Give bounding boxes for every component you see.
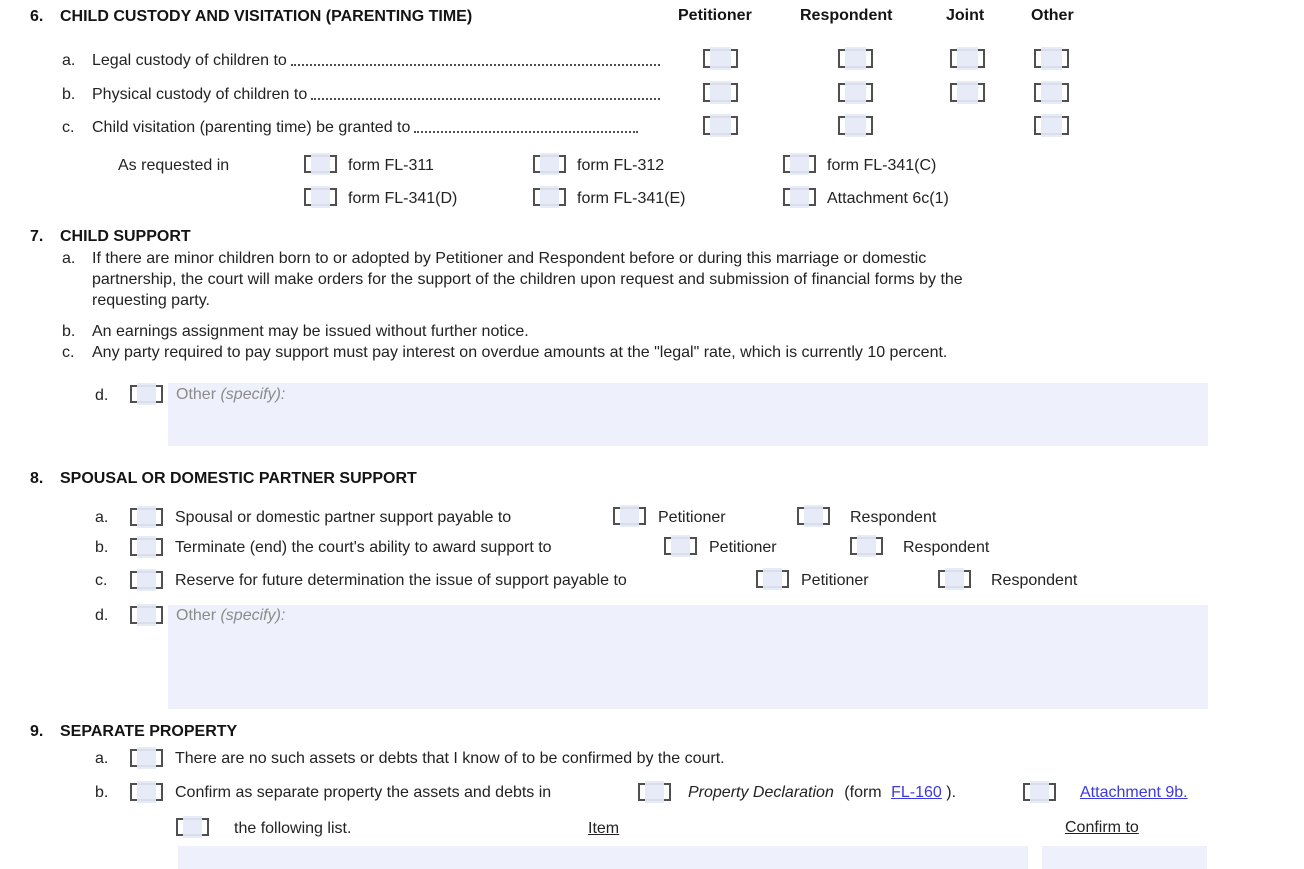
- legal-custody-petitioner-checkbox[interactable]: [703, 49, 738, 68]
- visitation-petitioner-checkbox[interactable]: [703, 116, 738, 135]
- confirm-to-column-header: Confirm to: [1065, 819, 1139, 836]
- other-label: Other: [176, 386, 221, 403]
- item-8c-respondent-label: Respondent: [991, 572, 1078, 589]
- item-8c-text: Reserve for future determination the issue of support payable to: [175, 572, 627, 589]
- item-7b-letter: b.: [62, 323, 76, 340]
- item-7b-text: An earnings assignment may be issued without further notice.: [92, 323, 529, 340]
- attachment-6c1-label: Attachment 6c(1): [827, 190, 949, 207]
- attachment-6c1-checkbox[interactable]: [783, 188, 816, 206]
- separate-property-item-input[interactable]: [178, 846, 1028, 869]
- item-8d-letter: d.: [95, 607, 109, 624]
- item-6a-label: Legal custody of children to: [92, 52, 287, 69]
- visitation-respondent-checkbox[interactable]: [838, 116, 873, 135]
- form-suffix: ).: [946, 784, 957, 801]
- item-8a-text: Spousal or domestic partner support payable to: [175, 509, 512, 526]
- column-header-petitioner: Petitioner: [678, 7, 752, 24]
- reserve-support-checkbox[interactable]: [130, 571, 163, 589]
- column-header-joint: Joint: [946, 7, 985, 24]
- item-9a-text: There are no such assets or debts that I know of to be confirmed by the court.: [175, 750, 725, 767]
- fl-311-checkbox[interactable]: [304, 155, 337, 173]
- child-support-other-input[interactable]: [168, 383, 1208, 446]
- legal-custody-joint-checkbox[interactable]: [950, 49, 985, 68]
- terminate-support-respondent-checkbox[interactable]: [850, 537, 883, 555]
- item-8b-letter: b.: [95, 539, 109, 556]
- fl-312-label: form FL-312: [577, 157, 665, 174]
- item-6a-row: [92, 52, 660, 70]
- specify-label: (specify):: [220, 607, 286, 624]
- confirm-separate-property-checkbox[interactable]: [130, 783, 163, 801]
- property-declaration-row: [688, 784, 956, 802]
- item-7c-text: Any party required to pay support must pay interest on overdue amounts at the "legal" rate, which is currently 10 percent.: [92, 344, 948, 361]
- item-8b-text: Terminate (end) the court's ability to award support to: [175, 539, 552, 556]
- fl-311-label: form FL-311: [348, 157, 434, 174]
- section-8-number: 8.: [30, 470, 44, 487]
- child-support-other-checkbox[interactable]: [130, 385, 163, 403]
- following-list-label: the following list.: [234, 820, 352, 837]
- item-7c-letter: c.: [62, 344, 75, 361]
- item-8a-letter: a.: [95, 509, 109, 526]
- physical-custody-petitioner-checkbox[interactable]: [703, 83, 738, 102]
- property-declaration-checkbox[interactable]: [638, 783, 671, 801]
- item-8a-petitioner-label: Petitioner: [658, 509, 726, 526]
- legal-custody-respondent-checkbox[interactable]: [838, 49, 873, 68]
- item-8b-petitioner-label: Petitioner: [709, 539, 777, 556]
- legal-custody-other-checkbox[interactable]: [1034, 49, 1069, 68]
- item-7a-line3: requesting party.: [92, 292, 210, 309]
- section-6-title: CHILD CUSTODY AND VISITATION (PARENTING TIME): [60, 8, 473, 25]
- physical-custody-other-checkbox[interactable]: [1034, 83, 1069, 102]
- spousal-support-other-checkbox[interactable]: [130, 606, 163, 624]
- item-8a-respondent-label: Respondent: [850, 509, 937, 526]
- column-header-other: Other: [1031, 7, 1074, 24]
- item-9b-letter: b.: [95, 784, 109, 801]
- item-7d-letter: d.: [95, 387, 109, 404]
- section-9-title: SEPARATE PROPERTY: [60, 723, 238, 740]
- item-8b-respondent-label: Respondent: [903, 539, 990, 556]
- section-8-title: SPOUSAL OR DOMESTIC PARTNER SUPPORT: [60, 470, 417, 487]
- reserve-support-respondent-checkbox[interactable]: [938, 570, 971, 588]
- terminate-support-petitioner-checkbox[interactable]: [664, 537, 697, 555]
- spousal-support-other-input[interactable]: [168, 605, 1208, 709]
- spousal-support-payable-checkbox[interactable]: [130, 508, 163, 526]
- item-7d-label: [176, 386, 285, 404]
- item-column-header: Item: [588, 820, 620, 837]
- as-requested-label: As requested in: [118, 157, 230, 174]
- attachment-9b-link[interactable]: Attachment 9b.: [1080, 784, 1188, 801]
- item-7a-line1: If there are minor children born to or adopted by Petitioner and Respondent before or during this marriage or domestic: [92, 250, 927, 267]
- item-8c-petitioner-label: Petitioner: [801, 572, 869, 589]
- dotted-leader: [414, 131, 638, 133]
- property-declaration-label: Property Declaration: [688, 784, 834, 801]
- item-6b-label: Physical custody of children to: [92, 86, 308, 103]
- item-6a-letter: a.: [62, 52, 76, 69]
- fl-312-checkbox[interactable]: [533, 155, 566, 173]
- item-6c-row: [92, 119, 638, 137]
- fl-341e-checkbox[interactable]: [533, 188, 566, 206]
- section-7-number: 7.: [30, 228, 44, 245]
- following-list-checkbox[interactable]: [176, 818, 209, 836]
- spousal-support-payable-petitioner-checkbox[interactable]: [613, 507, 646, 525]
- item-6b-letter: b.: [62, 86, 76, 103]
- physical-custody-joint-checkbox[interactable]: [950, 83, 985, 102]
- other-label: Other: [176, 607, 221, 624]
- attachment-9b-checkbox[interactable]: [1023, 783, 1056, 801]
- fl-341c-checkbox[interactable]: [783, 155, 816, 173]
- section-7-title: CHILD SUPPORT: [60, 228, 191, 245]
- item-8c-letter: c.: [95, 572, 108, 589]
- section-9-number: 9.: [30, 723, 44, 740]
- item-6c-letter: c.: [62, 119, 75, 136]
- form-prefix: (form: [844, 784, 882, 801]
- no-separate-assets-checkbox[interactable]: [130, 749, 163, 767]
- item-7a-letter: a.: [62, 250, 76, 267]
- spousal-support-payable-respondent-checkbox[interactable]: [797, 507, 830, 525]
- fl-341c-label: form FL-341(C): [827, 157, 937, 174]
- fl-341d-label: form FL-341(D): [348, 190, 458, 207]
- dotted-leader: [311, 98, 660, 100]
- separate-property-confirm-input[interactable]: [1042, 846, 1207, 869]
- reserve-support-petitioner-checkbox[interactable]: [756, 570, 789, 588]
- column-header-respondent: Respondent: [800, 7, 893, 24]
- item-6c-label: Child visitation (parenting time) be granted to: [92, 119, 411, 136]
- item-6b-row: [92, 86, 660, 104]
- terminate-support-checkbox[interactable]: [130, 538, 163, 556]
- item-9a-letter: a.: [95, 750, 109, 767]
- visitation-other-checkbox[interactable]: [1034, 116, 1069, 135]
- fl-341e-label: form FL-341(E): [577, 190, 686, 207]
- fl-341d-checkbox[interactable]: [304, 188, 337, 206]
- item-8d-label: [176, 607, 285, 625]
- dotted-leader: [291, 64, 660, 66]
- section-6-number: 6.: [30, 8, 44, 25]
- item-7a-line2: partnership, the court will make orders for the support of the children upon request and submission of financial forms by the: [92, 271, 963, 288]
- item-9b-text: Confirm as separate property the assets and debts in: [175, 784, 552, 801]
- physical-custody-respondent-checkbox[interactable]: [838, 83, 873, 102]
- specify-label: (specify):: [220, 386, 286, 403]
- fl-160-link[interactable]: FL-160: [891, 784, 942, 801]
